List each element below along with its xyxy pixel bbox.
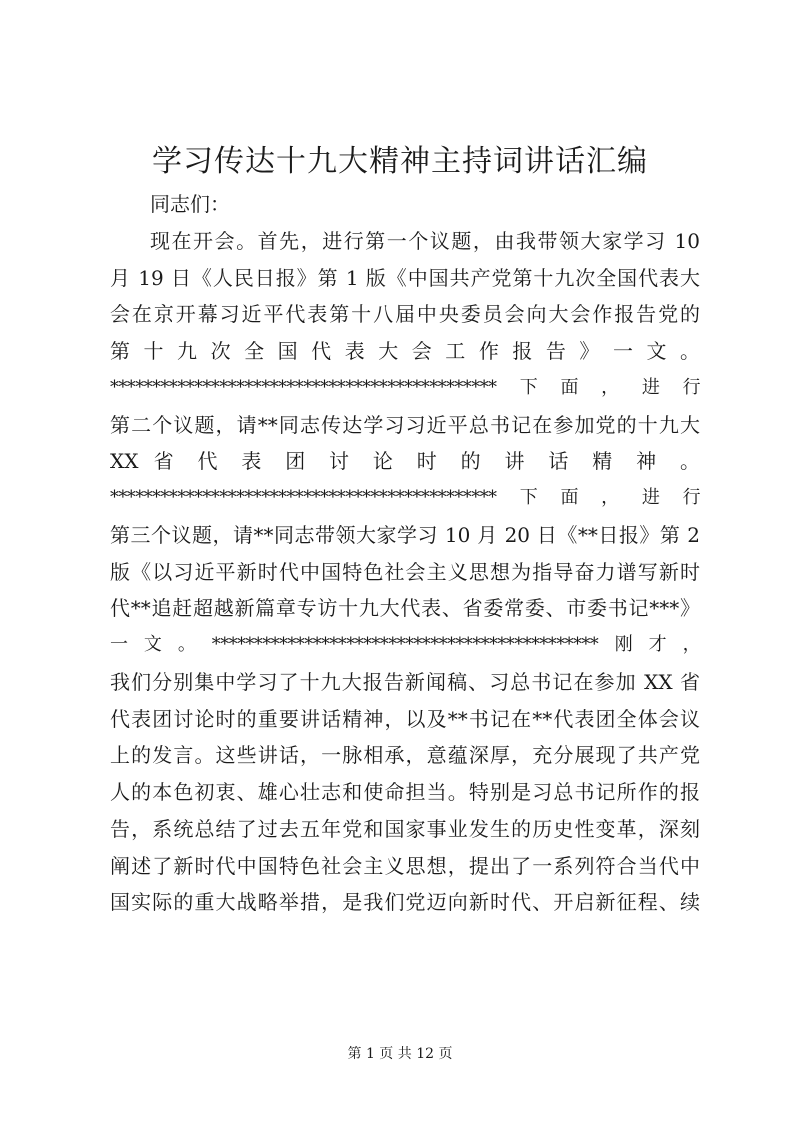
body-line: 代**追赶超越新篇章专访十九大代表、省委常委、市委书记***》: [110, 596, 700, 621]
body-line: 第三个议题，请**同志带领大家学习 10 月 20 日《**日报》第 2: [110, 522, 700, 547]
body-line: **********************************************下面，进行: [110, 376, 700, 398]
body-line: 第 十 九 次 全 国 代 表 大 会 工 作 报 告 》 一 文 。: [110, 339, 700, 363]
body-line: 月 19 日《人民日报》第 1 版《中国共产党第十九次全国代表大: [110, 265, 700, 290]
salutation: 同志们：: [150, 192, 230, 216]
body-line: 国实际的重大战略举措，是我们党迈向新时代、开启新征程、续: [110, 890, 700, 915]
body-line: 人的本色初衷、雄心壮志和使命担当。特别是习总书记所作的报: [110, 780, 700, 804]
body-line: 告，系统总结了过去五年党和国家事业发生的历史性变革，深刻: [110, 816, 700, 841]
body-line: 第二个议题，请**同志传达学习习近平总书记在参加党的十九大: [110, 412, 700, 437]
body-line: 一文。**********************************************刚才，: [110, 634, 700, 655]
body-line: **********************************************下面，进行: [110, 487, 700, 508]
body-line: 版《以习近平新时代中国特色社会主义思想为指导奋力谱写新时: [110, 559, 700, 584]
body-line: 现在开会。首先，进行第一个议题，由我带领大家学习 10: [150, 228, 700, 253]
body-line: 代表团讨论时的重要讲话精神，以及**书记在**代表团全体会议: [110, 706, 700, 731]
body-line: 会在京开幕习近平代表第十八届中央委员会向大会作报告党的: [110, 302, 700, 327]
document-title: 学习传达十九大精神主持词讲话汇编: [152, 144, 648, 179]
body-line: 阐述了新时代中国特色社会主义思想，提出了一系列符合当代中: [110, 853, 700, 878]
body-line: 我们分别集中学习了十九大报告新闻稿、习总书记在参加 XX 省: [110, 669, 700, 694]
document-body: [110, 186, 700, 921]
body-line: XX 省 代 表 团 讨 论 时 的 讲 话 精 神 。: [110, 449, 700, 474]
page-footer: 第 1 页 共 12 页: [347, 1046, 453, 1062]
body-line: 上的发言。这些讲话，一脉相承，意蕴深厚，充分展现了共产党: [110, 743, 700, 768]
